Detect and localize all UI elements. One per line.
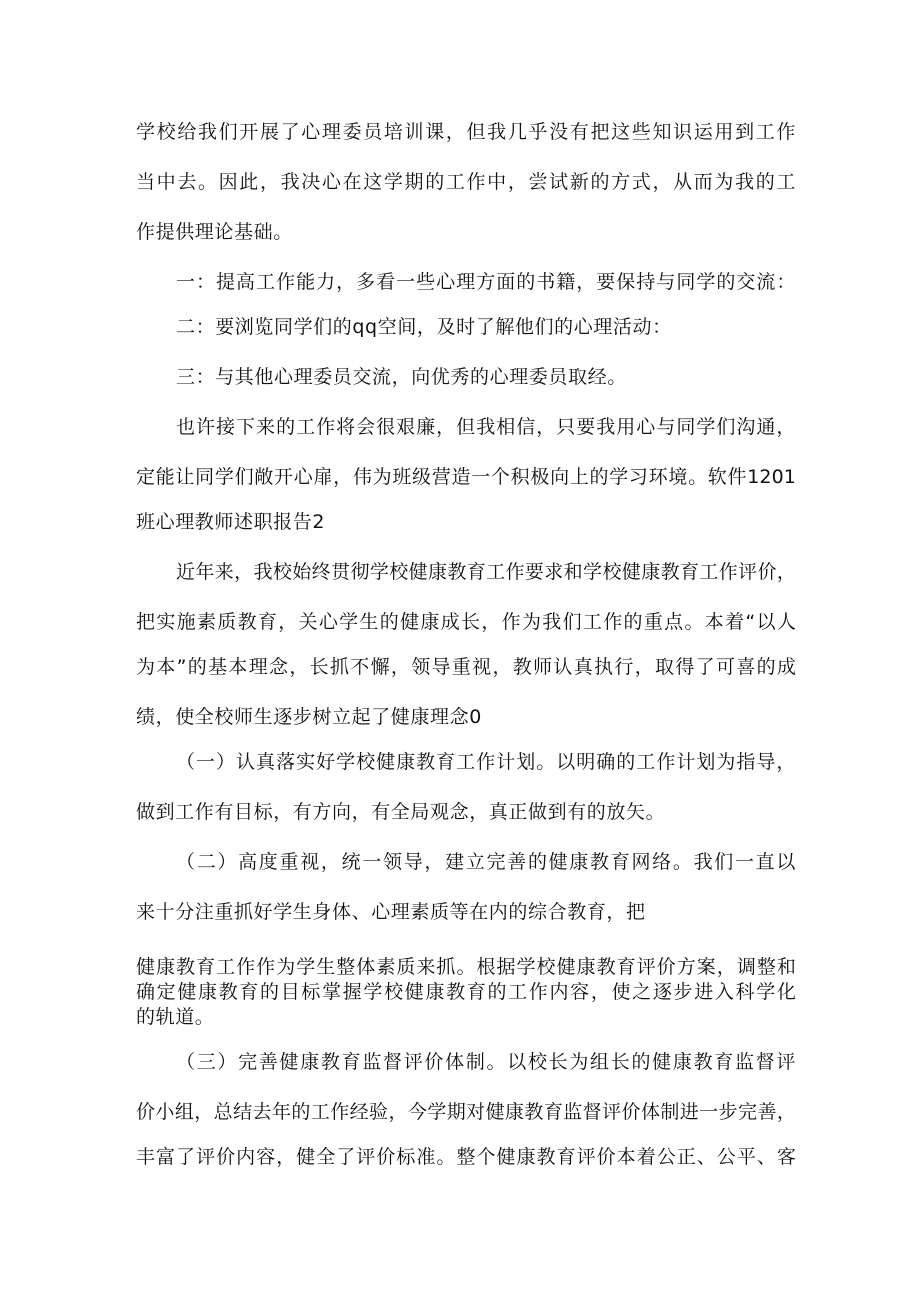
text-line: （一）认真落实好学校健康教育工作计划。以明确的工作计划为指导， — [176, 751, 796, 773]
text-line: 作提供理论基础。 — [136, 221, 293, 243]
text-line: 绩，使全校师生逐步树立起了健康理念0 — [136, 706, 482, 728]
text-line: （二）高度重视，统一领导，建立完善的健康教育网络。我们一直以 — [176, 851, 796, 873]
text-line: 也许接下来的工作将会很艰廉，但我相信，只要我用心与同学们沟通， — [176, 416, 796, 438]
text-line: 丰富了评价内容，健全了评价标准。整个健康教育评价本着公正、公平、客 — [136, 1146, 796, 1168]
text-line: 二：要浏览同学们的qq空间，及时了解他们的心理活动： — [176, 316, 672, 338]
text-line: 确定健康教育的目标掌握学校健康教育的工作内容，使之逐步进入科学化 — [136, 981, 796, 1003]
text-line: 健康教育工作作为学生整体素质来抓。根据学校健康教育评价方案，调整和 — [136, 956, 796, 978]
text-line: 近年来，我校始终贯彻学校健康教育工作要求和学校健康教育工作评价， — [176, 561, 796, 583]
text-line: （三）完善健康教育监督评价体制。以校长为组长的健康教育监督评 — [176, 1051, 796, 1073]
text-line: 把实施素质教育，关心学生的健康成长，作为我们工作的重点。本着“以人 — [136, 611, 796, 633]
text-line: 的轨道。 — [136, 1006, 215, 1028]
text-line: 当中去。因此，我决心在这学期的工作中，尝试新的方式，从而为我的工 — [136, 171, 796, 193]
text-line: 三：与其他心理委员交流，向优秀的心理委员取经。 — [176, 366, 627, 388]
text-line: 班心理教师述职报告2 — [136, 511, 326, 533]
text-line: 做到工作有目标，有方向，有全局观念，真正做到有的放矢。 — [136, 801, 666, 823]
text-line: 一：提高工作能力，多看一些心理方面的书籍，要保持与同学的交流： — [176, 271, 796, 293]
text-line: 定能让同学们敞开心扉，伟为班级营造一个积极向上的学习环境。软件1201 — [136, 466, 796, 488]
text-line: 价小组，总结去年的工作经验，今学期对健康教育监督评价体制进一步完善， — [136, 1101, 796, 1123]
text-line: 来十分注重抓好学生身体、心理素质等在内的综合教育，把 — [136, 901, 646, 923]
text-line: 学校给我们开展了心理委员培训课，但我几乎没有把这些知识运用到工作 — [136, 121, 796, 143]
text-line: 为本”的基本理念，长抓不懈，领导重视，教师认真执行，取得了可喜的成 — [136, 656, 796, 678]
